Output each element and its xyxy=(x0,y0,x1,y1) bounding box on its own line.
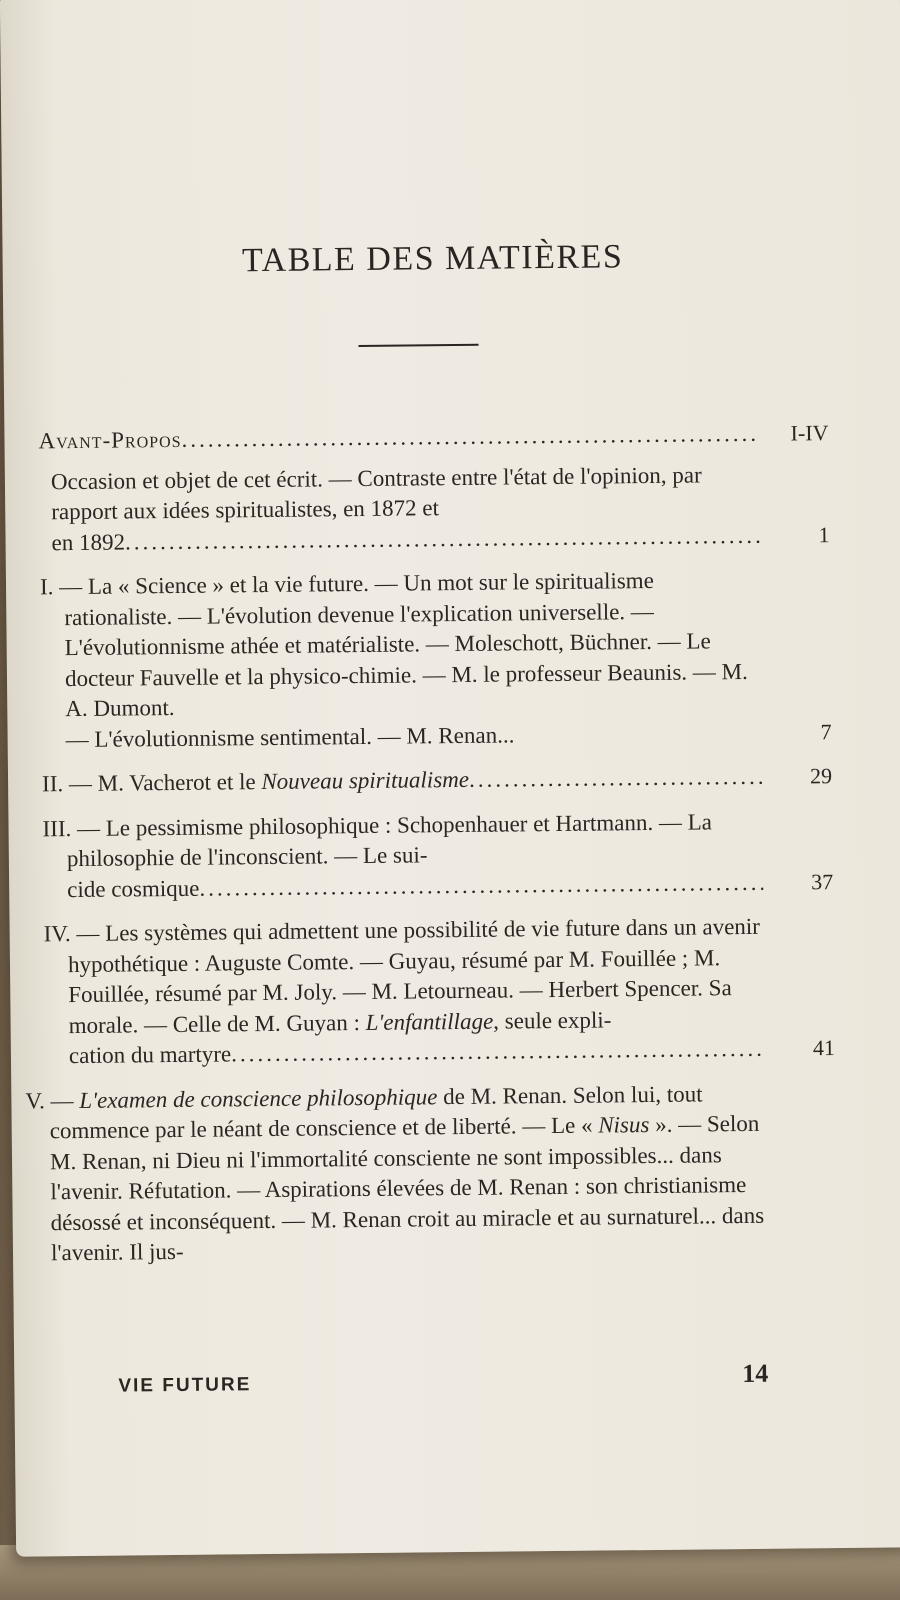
toc-entry-chapter-4 xyxy=(44,911,836,1072)
toc-entry-text: de M. Renan. Selon lui, tout commence par le néant de conscience et de liberté. — Le « xyxy=(49,1080,703,1144)
toc-entry-text-block xyxy=(25,1078,837,1269)
dot-leader xyxy=(199,867,763,903)
toc-entry-prefix: V. — xyxy=(25,1087,80,1114)
toc-entry-chapter-2 xyxy=(42,761,832,800)
toc-entry-prefix: II. — M. Vacherot et le xyxy=(41,769,262,797)
toc-entry-last-line: cation du martyre xyxy=(68,1041,232,1069)
signature-number: 14 xyxy=(742,1358,769,1389)
dot-leader xyxy=(231,1034,765,1070)
toc-entry-last-line: cide cosmique xyxy=(67,875,200,902)
toc-entry-text: Occasion et objet de cet écrit. — Contraste entre l'état de l'opinion, par rapport aux idées spiritualistes, en 1872 et xyxy=(50,461,702,525)
toc-entry-text: I. — La « Science » et la vie future. — Un mot sur le spiritualisme rationaliste. — L'évolution devenue l'explication universelle. — L'évolutionnisme athée et matérialiste. — Moleschott, Büchner. — Le docteur Fauvelle et la physico-chimie. — M. le professeur Beaunis. — M. A. Dumont. xyxy=(39,567,748,722)
toc-entry-text: IV. — Les systèmes qui admettent une possibilité de vie future dans un avenir hypothétique : Auguste Comte. — Guyau, résumé par M. Fouillée ; M. Fouillée, résumé par M. Joly. — M. Letourneau. — Herbert Spencer. Sa morale. — Celle de M. Guyan : xyxy=(43,913,761,1038)
toc-entry-last-line: en 1892 xyxy=(51,528,126,555)
toc-entry-avant-propos xyxy=(38,418,828,457)
toc-entry-italic-title: L'examen de conscience philosophique xyxy=(79,1083,438,1113)
dot-leader xyxy=(181,419,758,456)
toc-entry-chapter-5 xyxy=(25,1078,837,1269)
signature-mark: VIE FUTURE xyxy=(118,1374,252,1397)
toc-page-number: 29 xyxy=(809,763,833,789)
page-title: TABLE DES MATIÈRES xyxy=(241,238,624,280)
dot-leader xyxy=(469,762,762,796)
toc-entry-label: Avant-Propos xyxy=(38,426,182,454)
dot-leader xyxy=(125,520,760,557)
toc-entry-text-after: , seule expli- xyxy=(493,1006,612,1034)
toc-entry-text-block xyxy=(44,911,835,1041)
table-of-contents xyxy=(25,418,837,1283)
toc-page-number: 1 xyxy=(818,521,830,547)
toc-entry-italic-word: Nisus xyxy=(598,1112,650,1138)
toc-entry-chapter-1 xyxy=(40,564,832,755)
toc-entry-occasion xyxy=(39,459,830,559)
toc-page-number: 37 xyxy=(811,868,834,894)
toc-entry-italic-title: Nouveau spiritualisme xyxy=(261,766,470,795)
toc-page-number: I-IV xyxy=(790,420,829,446)
title-rule xyxy=(359,344,479,347)
toc-entry-chapter-3 xyxy=(42,806,833,906)
toc-entry-text: III. — Le pessimisme philosophique : Schopenhauer et Hartmann. — La philosophie de l'inconscient. — Le sui- xyxy=(42,808,713,872)
toc-entry-last-line: — L'évolutionnisme sentimental. — M. Renan... xyxy=(65,721,515,752)
toc-page-number: 7 xyxy=(820,718,832,744)
toc-page-number: 41 xyxy=(812,1035,836,1061)
toc-entry-italic-title: L'enfantillage xyxy=(365,1008,494,1035)
toc-entry-text-continued: ». — Selon M. Renan, ni Dieu ni l'immortalité consciente ne sont impossibles... dans l'avenir. Réfutation. — Aspirations élevées de M. Renan : son christianisme désossé et inconséquent. — M. Renan croit au miracle et au surnaturel... dans l'avenir. Il jus- xyxy=(49,1110,765,1266)
